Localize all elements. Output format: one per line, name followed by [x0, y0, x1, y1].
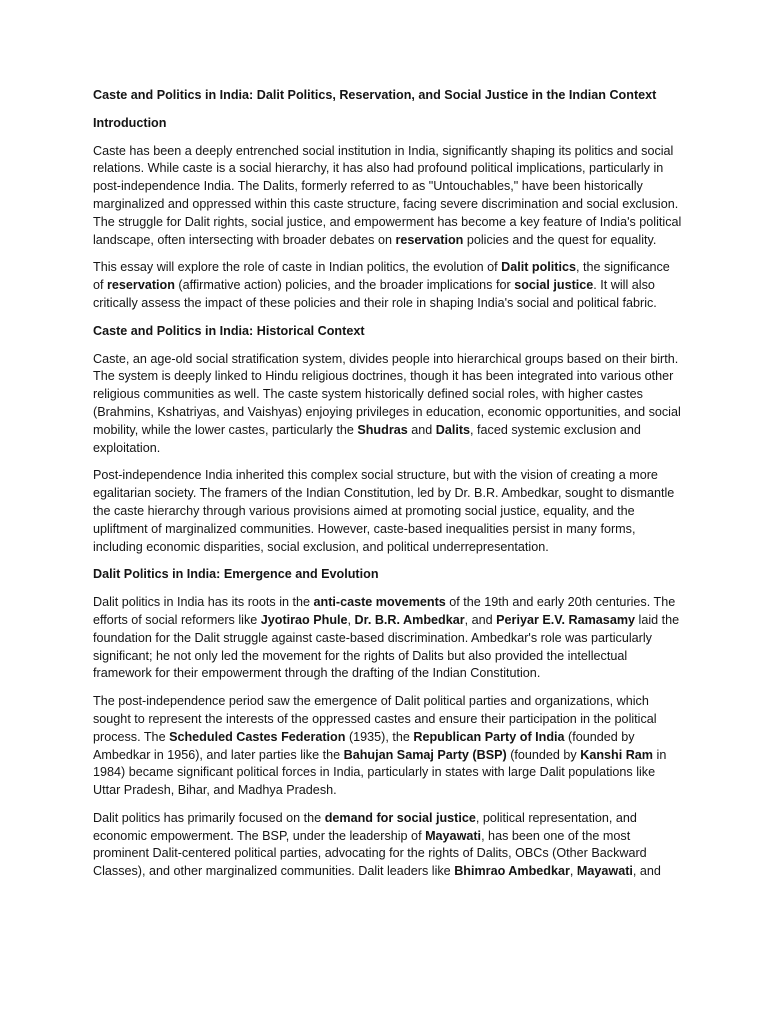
bold-term: Bahujan Samaj Party (BSP) [343, 747, 507, 762]
text-run: (affirmative action) policies, and the broader implications for [174, 278, 515, 293]
text-run: of the 19th and early 20th centuries. The efforts of social reformers like [93, 595, 676, 627]
document-title: Caste and Politics in India: Dalit Politics, Reservation, and Social Justice in the Indian Context [93, 88, 657, 102]
text-run: and [407, 422, 436, 437]
document-page [93, 87, 683, 891]
bold-term: demand for social justice [324, 810, 476, 825]
document-body [93, 115, 683, 881]
text-run: Caste has been a deeply entrenched social institution in India, significantly shaping its politics and social relations. While caste is a social hierarchy, it has also had profound political implications, particularly in post-independence India. The Dalits, formerly referred to as "Untouchables," have been historically marginalized and oppressed within this caste structure, facing severe discrimination and social exclusion. The struggle for Dalit rights, social justice, and empowerment has become a key feature of India's political landscape, often intersecting with broader debates on [93, 143, 682, 247]
body-paragraph [93, 693, 683, 800]
body-paragraph [93, 594, 683, 683]
bold-term: Dalit politics [501, 260, 576, 275]
text-run: . It will also critically assess the impact of these policies and their role in shaping India's social and political fabric. [93, 278, 657, 310]
text-run: Caste, an age-old social stratification system, divides people into hierarchical groups based on their birth. The system is deeply linked to Hindu religious doctrines, though it has been integrated into various other religious communities as well. The caste system historically defined social roles, with higher castes (Brahmins, Kshatriyas, and Vaishyas) enjoying privileges in education, economic opportunities, and social mobility, while the lower castes, particularly the [93, 351, 681, 437]
section-heading: Caste and Politics in India: Historical Context [93, 323, 365, 338]
text-run: , [569, 864, 577, 879]
text-run: (1935), the [345, 729, 414, 744]
bold-term: anti-caste movements [313, 595, 446, 610]
text-run: Dalit politics in India has its roots in the [93, 595, 314, 610]
text-run: Post-independence India inherited this complex social structure, but with the vision of creating a more egalitarian society. The framers of the Indian Constitution, led by Dr. B.R. Ambedkar, sought to dismantle the caste hierarchy through various provisions aimed at promoting social justice, equality, and the upliftment of marginalized communities. However, caste-based inequalities persist in many forms, including economic disparities, social exclusion, and political underrepresentation. [93, 468, 675, 554]
text-run: (founded by [506, 747, 581, 762]
text-run: , and [464, 612, 497, 627]
bold-term: Dr. B.R. Ambedkar [354, 612, 465, 627]
bold-term: Mayawati [576, 864, 633, 879]
bold-term: Mayawati [425, 828, 482, 843]
bold-term: Shudras [357, 422, 408, 437]
text-run: , faced systemic exclusion and exploitation. [93, 422, 641, 455]
text-run: , the significance of [93, 260, 670, 293]
body-paragraph [93, 810, 683, 881]
bold-term: Dalits [435, 422, 471, 437]
bold-term: reservation [107, 278, 175, 293]
bold-term: Periyar E.V. Ramasamy [496, 612, 636, 627]
text-run: laid the foundation for the Dalit struggle against caste-based discrimination. Ambedkar's role was particularly significant; he not only led the movement for the rights of Dalits but also provided the intellectual framework for their empowerment through the drafting of the Indian Constitution. [93, 612, 680, 681]
body-paragraph [93, 143, 683, 250]
text-run: , [347, 612, 355, 627]
text-run: The post-independence period saw the emergence of Dalit political parties and organizations, which sought to represent the interests of the oppressed castes and ensure their participation in the political process. The [93, 694, 657, 744]
text-run: This essay will explore the role of caste in Indian politics, the evolution of [93, 260, 502, 275]
bold-term: social justice [514, 278, 594, 293]
text-run: Dalit politics has primarily focused on the [93, 810, 325, 825]
text-run: policies and the quest for equality. [463, 232, 657, 247]
body-paragraph [93, 351, 683, 458]
bold-term: Scheduled Castes Federation [169, 729, 346, 744]
bold-term: Kanshi Ram [580, 747, 654, 762]
section-heading: Introduction [93, 115, 167, 130]
body-paragraph [93, 259, 683, 312]
bold-term: Bhimrao Ambedkar [454, 864, 570, 879]
text-run: (founded by Ambedkar in 1956), and later parties like the [93, 729, 635, 762]
text-run: , and [632, 864, 661, 879]
text-run: , political representation, and economic empowerment. The BSP, under the leadership of [93, 810, 637, 843]
bold-term: Jyotirao Phule [260, 612, 348, 627]
text-run: in 1984) became significant political forces in India, particularly in states with large Dalit populations like Uttar Pradesh, Bihar, and Madhya Pradesh. [93, 747, 667, 798]
section-heading: Dalit Politics in India: Emergence and Evolution [93, 567, 379, 582]
body-paragraph [93, 467, 683, 556]
bold-term: reservation [395, 232, 464, 247]
text-run: , has been one of the most prominent Dalit-centered political parties, advocating for the rights of Dalits, OBCs (Other Backward Classes), and other marginalized communities. Dalit leaders like [93, 828, 647, 879]
bold-term: Republican Party of India [413, 729, 565, 744]
